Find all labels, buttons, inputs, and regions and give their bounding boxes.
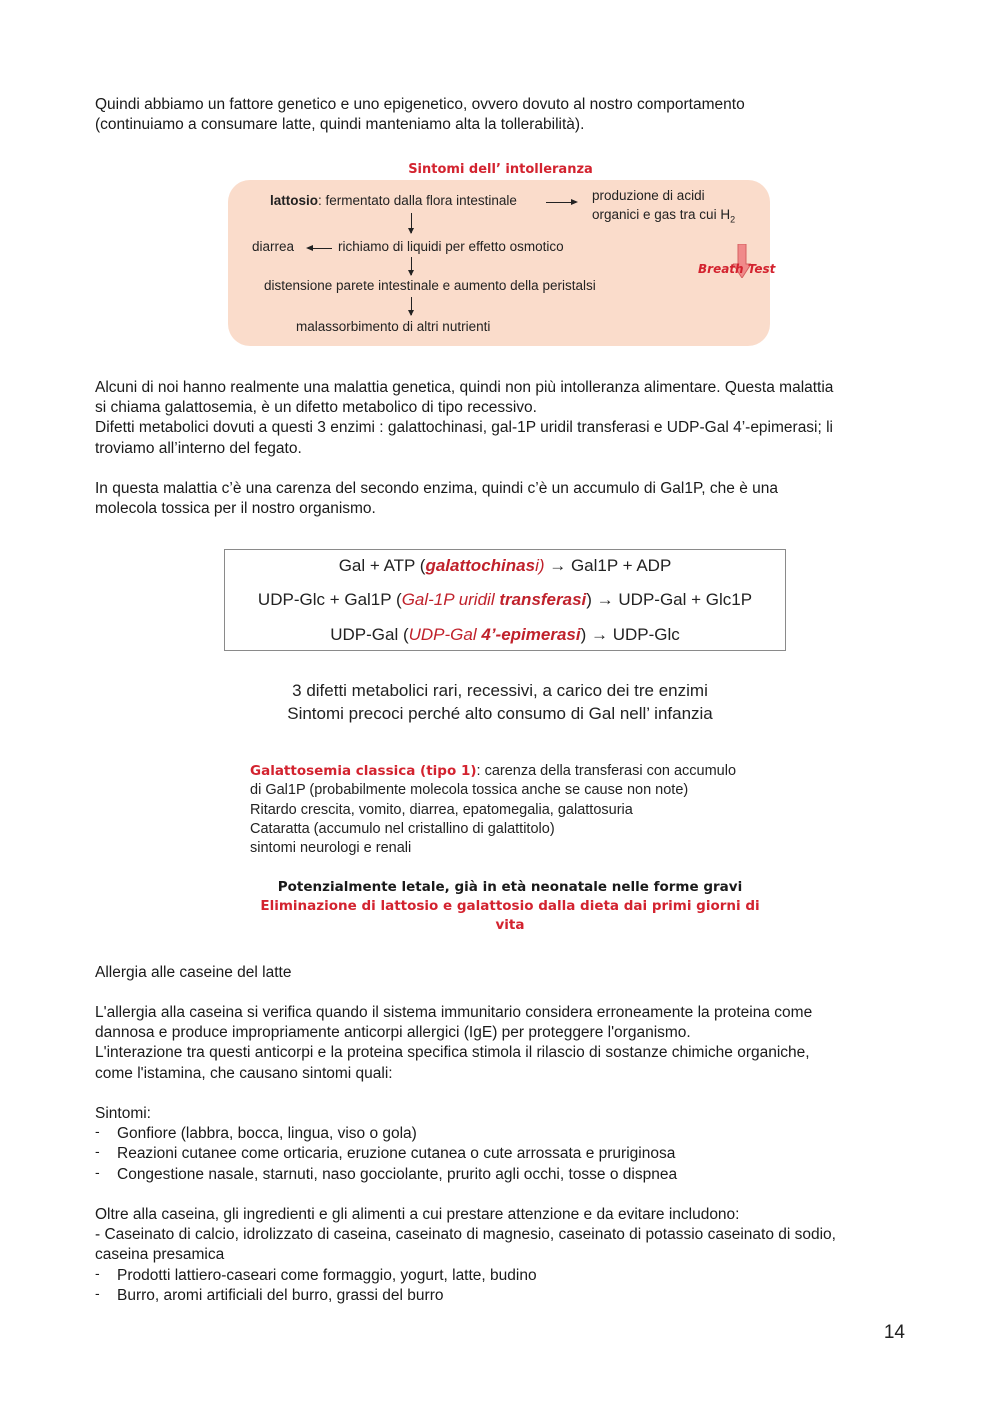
list-item: - Gonfiore (labbra, bocca, lingua, viso o gola)	[95, 1123, 417, 1143]
allergy-paragraph	[95, 1003, 910, 1084]
malassorbimento-text: malassorbimento di altri nutrienti	[296, 319, 491, 334]
reaction-epimerasi: UDP-Gal (UDP-Gal 4’-epimerasi) → UDP-Glc	[330, 625, 680, 644]
classic-line: Ritardo crescita, vomito, diarrea, epatomegalia, galattosuria	[250, 801, 633, 818]
lattosio-text: lattosio: fermentato dalla flora intestinale	[270, 193, 517, 208]
paragraph-line: si chiama galattosemia, è un difetto metabolico di tipo recessivo.	[95, 399, 537, 417]
intro-line: (continuiamo a consumare latte, quindi manteniamo alta la tollerabilità).	[95, 116, 585, 134]
list-item: - Congestione nasale, starnuti, naso gocciolante, prurito agli occhi, tosse o dispnea	[95, 1163, 678, 1183]
ingredients-list	[95, 1266, 910, 1306]
symptoms-label: Sintomi:	[95, 1105, 151, 1122]
classic-galactosemia-figure	[250, 762, 790, 858]
page-number: 14	[883, 1322, 905, 1343]
deficiency-paragraph	[95, 479, 910, 519]
intro-paragraph	[95, 95, 910, 135]
dash-icon: -	[95, 1264, 100, 1281]
paragraph-line: L'allergia alla caseina si verifica quando il sistema immunitario considera erroneamente la proteina come	[95, 1004, 813, 1021]
lethal-note-figure	[250, 878, 770, 935]
dash-icon: -	[95, 1143, 100, 1160]
classic-line: di Gal1P (probabilmente molecola tossica anche se cause non note)	[250, 782, 689, 799]
arrow-down-icon	[411, 257, 412, 275]
caseinate-line: caseina presamica	[95, 1246, 225, 1264]
defects-line: 3 difetti metabolici rari, recessivi, a carico dei tre enzimi	[292, 681, 708, 700]
allergy-heading: Allergia alle caseine del latte	[95, 964, 292, 981]
paragraph-line: troviamo all’interno del fegato.	[95, 439, 302, 457]
diet-line: vita	[495, 917, 525, 933]
figure-title: Sintomi dell’ intolleranza	[408, 162, 593, 177]
lethal-line: Potenzialmente letale, già in età neonatale nelle forme gravi	[277, 879, 743, 895]
paragraph-line: come l'istamina, che causano sintomi quali:	[95, 1064, 393, 1082]
diarrea-text: diarrea	[252, 239, 295, 254]
intro-line: Quindi abbiamo un fattore genetico e uno epigenetico, ovvero dovuto al nostro comportamento	[95, 96, 745, 113]
symptoms-section	[95, 1104, 910, 1185]
classic-line: sintomi neurologi e renali	[250, 840, 412, 857]
list-item: - Burro, aromi artificiali del burro, grassi del burro	[95, 1284, 444, 1304]
reaction-galattochinasi: Gal + ATP (galattochinasi) → Gal1P + ADP	[338, 556, 672, 575]
ingredients-intro: Oltre alla caseina, gli ingredienti e gli alimenti a cui prestare attenzione e da evitare includono:	[95, 1206, 740, 1223]
produzione-text: produzione di acidi organici e gas tra cui $H_2$	[592, 188, 736, 225]
defects-line: Sintomi precoci perché alto consumo di Gal nell’ infanzia	[287, 704, 713, 723]
ingredients-section	[95, 1205, 910, 1306]
symptoms-box	[228, 180, 776, 346]
reactions-figure	[224, 549, 786, 651]
arrow-right-icon	[546, 202, 576, 203]
galactosemia-paragraph	[95, 378, 910, 459]
reaction-transferasi: UDP-Glc + Gal1P (Gal-1P uridil transferasi) → UDP-Gal + Glc1P	[257, 590, 753, 609]
classic-line: Cataratta (accumulo nel cristallino di galattitolo)	[250, 820, 555, 837]
dash-icon: -	[95, 1284, 100, 1301]
distensione-text: distensione parete intestinale e aumento della peristalsi	[264, 278, 596, 293]
arrow-left-icon	[308, 248, 332, 249]
caseinate-line: - Caseinato di calcio, idrolizzato di caseina, caseinato di magnesio, caseinato di potassio caseinato di sodio,	[95, 1226, 836, 1244]
richiamo-text: richiamo di liquidi per effetto osmotico	[338, 239, 564, 254]
symptoms-list	[95, 1124, 910, 1185]
paragraph-line: Difetti metabolici dovuti a questi 3 enzimi : galattochinasi, gal-1P uridil transferasi e UDP-Gal 4’-epimerasi; li	[95, 419, 834, 437]
paragraph-line: L'interazione tra questi anticorpi e la proteina specifica stimola il rilascio di sostanze chimiche organiche,	[95, 1044, 810, 1062]
paragraph-line: molecola tossica per il nostro organismo.	[95, 500, 376, 518]
dash-icon: -	[95, 1123, 100, 1140]
list-item: - Reazioni cutanee come orticaria, eruzione cutanea o cute arrossata e pruriginosa	[95, 1143, 676, 1163]
arrow-down-icon	[411, 213, 412, 233]
diet-line: Eliminazione di lattosio e galattosio dalla dieta dai primi giorni di	[260, 898, 760, 914]
dash-icon: -	[95, 1163, 100, 1180]
paragraph-line: Alcuni di noi hanno realmente una malattia genetica, quindi non più intolleranza alimentare. Questa malattia	[95, 379, 834, 396]
intolerance-symptoms-figure	[228, 160, 776, 350]
breath-test-label: Breath Test	[698, 262, 776, 276]
paragraph-line: In questa malattia c’è una carenza del secondo enzima, quindi c’è un accumulo di Gal1P, che è una	[95, 480, 779, 497]
arrow-down-icon	[411, 297, 412, 315]
classic-title-line: Galattosemia classica (tipo 1): carenza della transferasi con accumulo	[250, 763, 737, 779]
paragraph-line: dannosa e produce impropriamente anticorpi allergici (IgE) per proteggere l'organismo.	[95, 1024, 691, 1042]
list-item: - Prodotti lattiero-caseari come formaggio, yogurt, latte, budino	[95, 1264, 537, 1284]
